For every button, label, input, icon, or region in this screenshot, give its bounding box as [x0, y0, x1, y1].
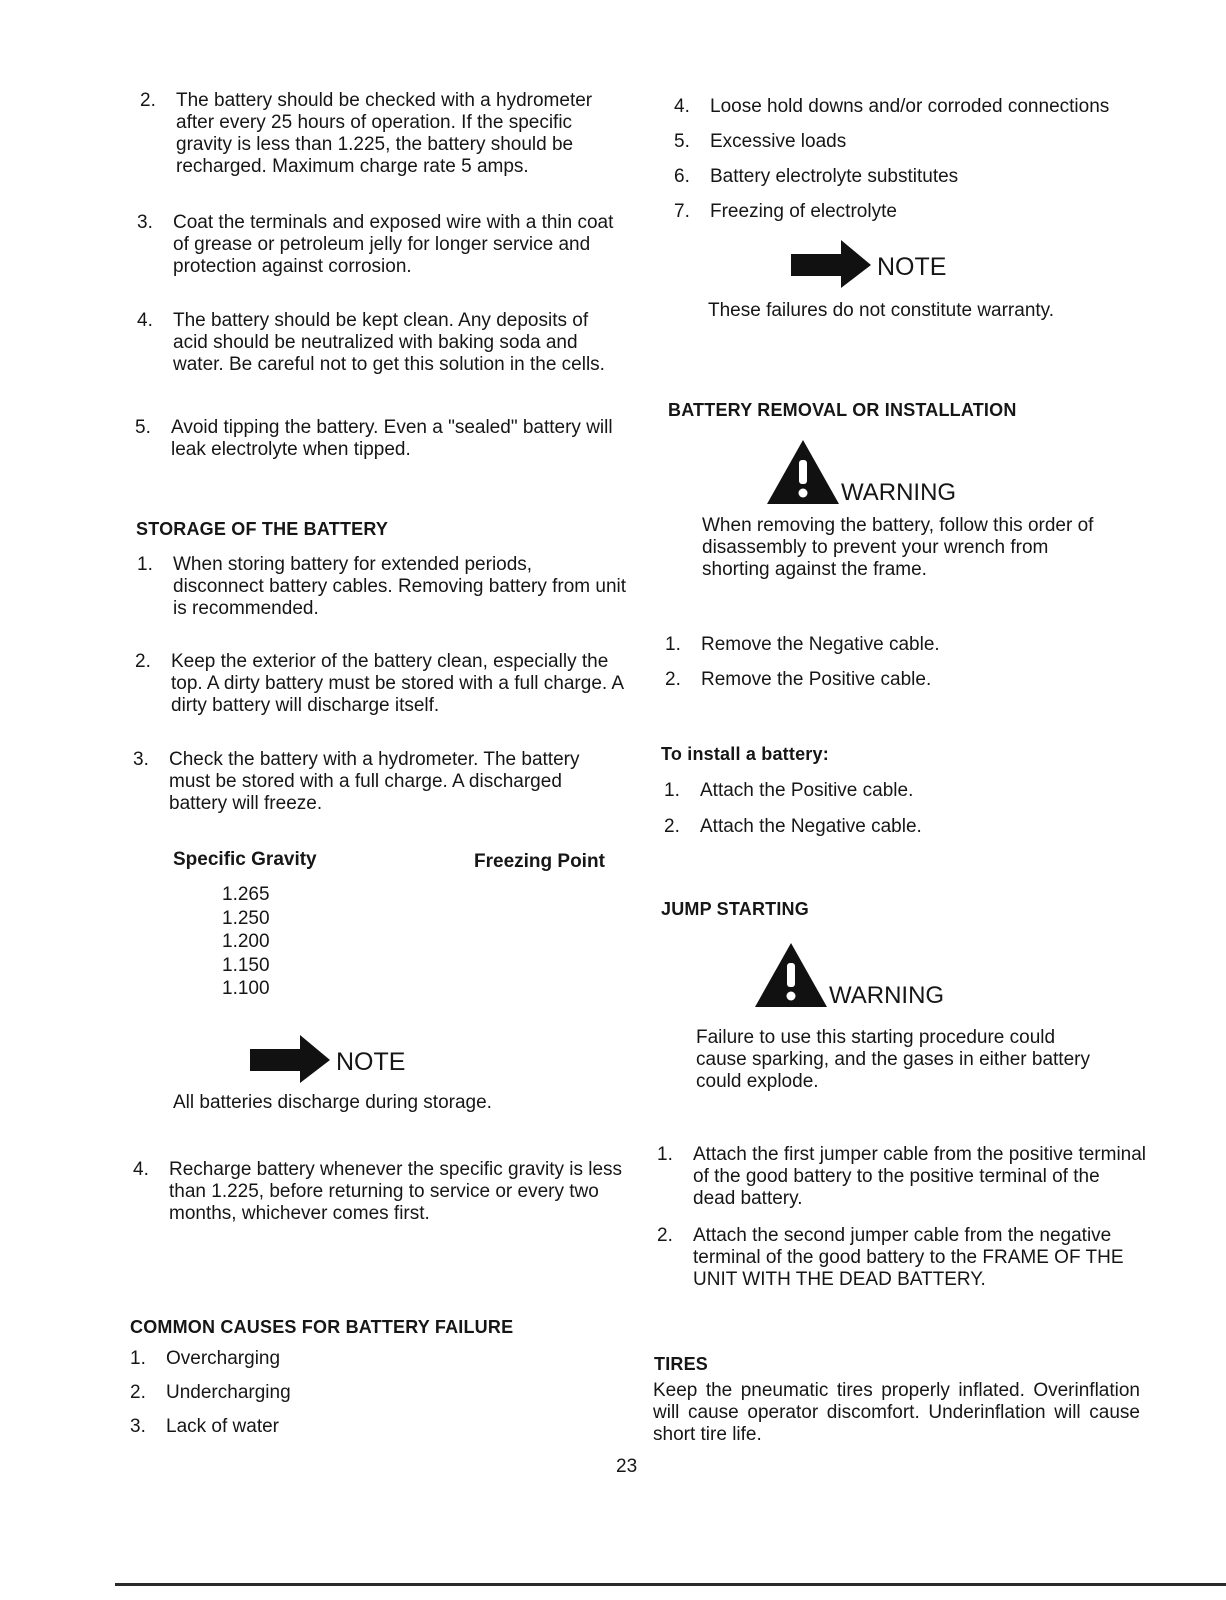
removal-heading: BATTERY REMOVAL OR INSTALLATION [668, 400, 1017, 420]
battery-step-5: 5. Avoid tipping the battery. Even a "sealed" battery will leak electrolyte when tipped. [135, 417, 613, 460]
storage-step-2: 2. Keep the exterior of the battery clean, especially the top. A dirty battery must be stored with a full charge. A dirty battery will discharge itself. [135, 651, 624, 716]
page-number: 23 [616, 1456, 638, 1477]
removal-step-2: 2. Remove the Positive cable. [665, 669, 932, 690]
gravity-value: 1.150 [222, 954, 270, 976]
cause-2: 2. Undercharging [130, 1382, 291, 1403]
note-label: NOTE [877, 253, 947, 281]
note-text: These failures do not constitute warranty. [708, 300, 1055, 321]
arrow-right-icon [791, 240, 871, 294]
note-warranty [791, 240, 946, 294]
warning-label: WARNING [829, 982, 945, 1009]
cause-4: 4. Loose hold downs and/or corroded connections [674, 96, 1110, 117]
jump-step-1: 1. Attach the first jumper cable from the positive terminal of the good battery to the positive terminal of the dead battery. [657, 1144, 1147, 1209]
gravity-value: 1.250 [222, 907, 270, 929]
warning-triangle-icon [767, 440, 839, 510]
gravity-col-header: Specific Gravity [173, 849, 317, 870]
warning-jump [755, 943, 944, 1013]
arrow-right-icon [250, 1035, 330, 1089]
gravity-value: 1.100 [222, 978, 270, 999]
warning-label: WARNING [841, 479, 957, 506]
warning-removal [767, 440, 956, 510]
gravity-value: 1.200 [222, 931, 270, 952]
cause-7: 7. Freezing of electrolyte [674, 201, 897, 222]
storage-step-4: 4. Recharge battery whenever the specific gravity is less than 1.225, before returning to service or every two months, whichever comes first. [133, 1159, 623, 1224]
removal-step-1: 1. Remove the Negative cable. [665, 634, 940, 655]
cause-1: 1. Overcharging [130, 1348, 281, 1369]
cause-3: 3. Lack of water [130, 1416, 279, 1437]
causes-heading: COMMON CAUSES FOR BATTERY FAILURE [130, 1317, 514, 1337]
jump-heading: JUMP STARTING [661, 899, 809, 919]
note-storage [250, 1035, 405, 1089]
storage-heading: STORAGE OF THE BATTERY [136, 519, 389, 539]
storage-step-1: 1. When storing battery for extended periods, disconnect battery cables. Removing battery from unit is recommended. [137, 554, 627, 619]
install-step-2: 2. Attach the Negative cable. [664, 816, 922, 837]
battery-step-3: 3. Coat the terminals and exposed wire with a thin coat of grease or petroleum jelly for longer service and protection against corrosion. [137, 212, 614, 277]
battery-step-2: 2. The battery should be checked with a hydrometer after every 25 hours of operation. If the specific gravity is less than 1.225, the battery should be recharged. Maximum charge rate 5 amps. [140, 90, 593, 177]
tires-heading: TIRES [654, 1354, 709, 1374]
battery-step-4: 4. The battery should be kept clean. Any deposits of acid should be neutralized with baking soda and water. Be careful not to get this solution in the cells. [137, 310, 605, 375]
install-heading: To install a battery: [661, 744, 829, 764]
warning-text: When removing the battery, follow this order of disassembly to prevent your wrench from shorting against the frame. [702, 515, 1094, 580]
cause-6: 6. Battery electrolyte substitutes [674, 166, 959, 187]
freezing-col-header: Freezing Point [474, 851, 605, 872]
warning-text: Failure to use this starting procedure could cause sparking, and the gases in either battery could explode. [696, 1027, 1090, 1092]
note-label: NOTE [336, 1048, 406, 1076]
tires-text: Keep the pneumatic tires properly inflated. Overinflation will cause operator discomfort. Underinflation will cause short tire life. [653, 1380, 1140, 1445]
note-text: All batteries discharge during storage. [173, 1092, 492, 1113]
warning-triangle-icon [755, 943, 827, 1013]
cause-5: 5. Excessive loads [674, 131, 847, 152]
jump-step-2: 2. Attach the second jumper cable from the negative terminal of the good battery to the FRAME OF THE UNIT WITH THE DEAD BATTERY. [657, 1225, 1124, 1290]
gravity-value: 1.265 [222, 884, 270, 905]
storage-step-3: 3. Check the battery with a hydrometer. The battery must be stored with a full charge. A discharged battery will freeze. [133, 749, 580, 814]
install-step-1: 1. Attach the Positive cable. [664, 780, 914, 801]
footer-rule [115, 1583, 1226, 1586]
